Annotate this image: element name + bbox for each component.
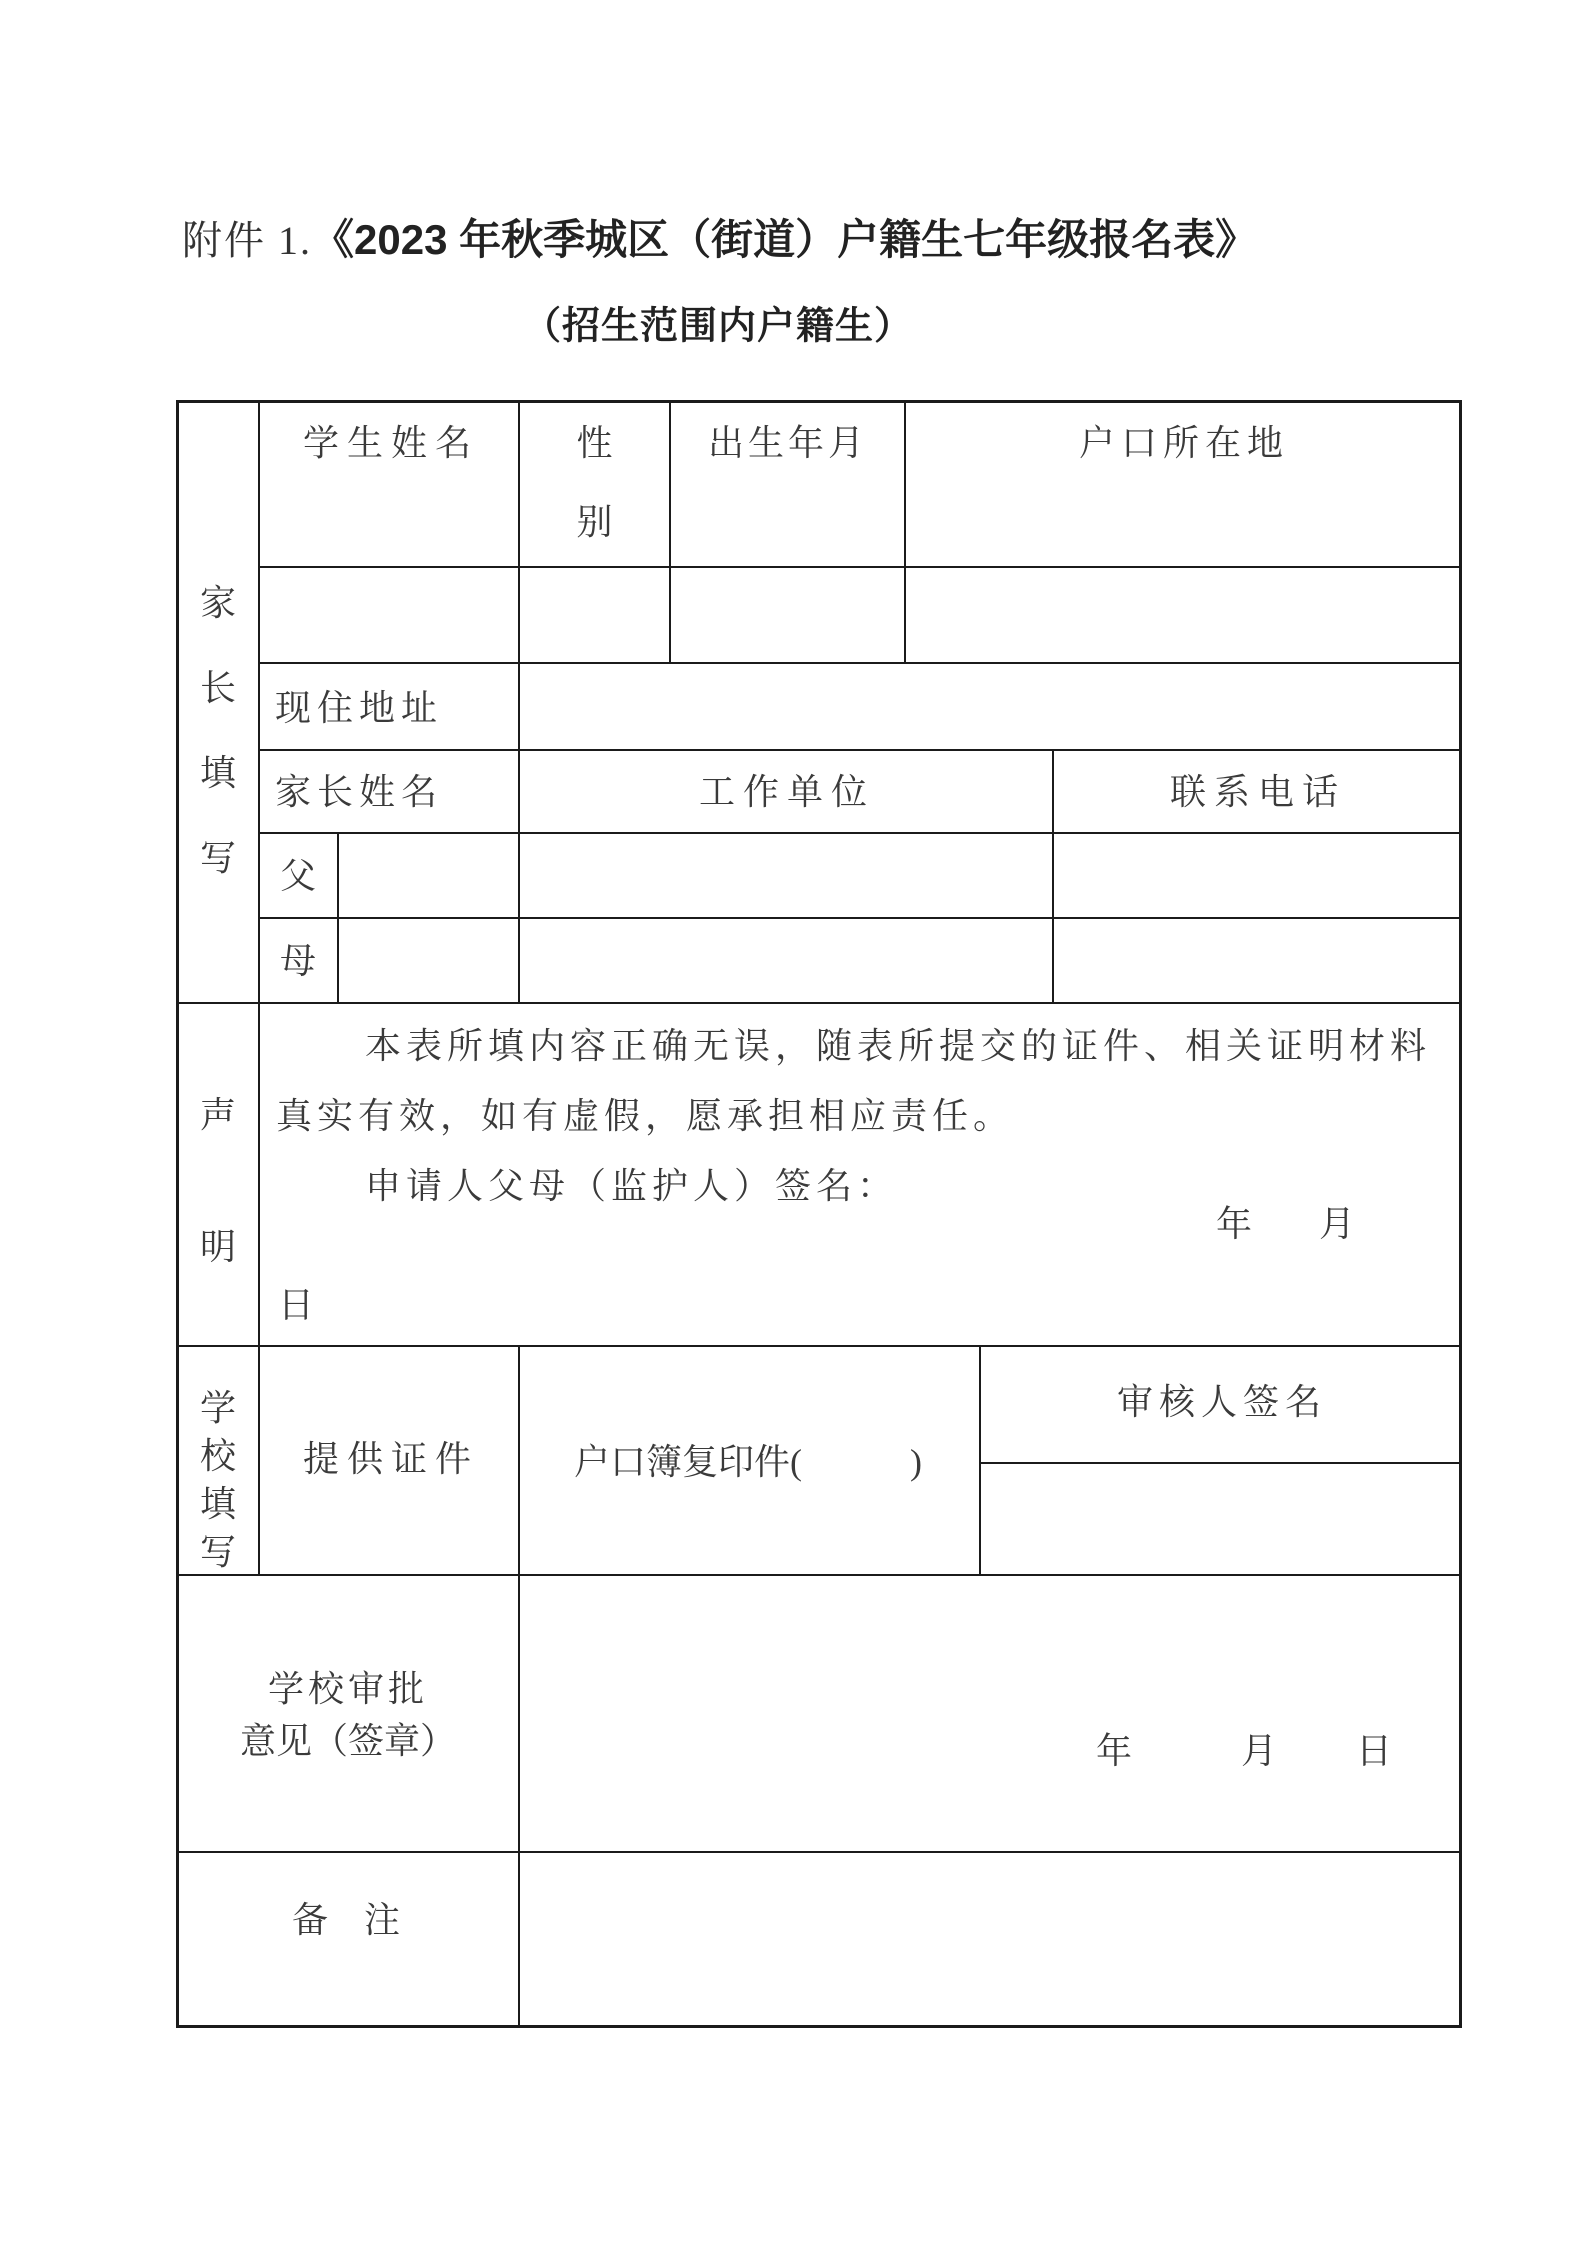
declaration-month: 月 [1318, 1204, 1356, 1244]
label-remarks: 备 注 [291, 1900, 401, 1940]
approval-month: 月 [1240, 1731, 1278, 1771]
table-border-bottom [176, 2025, 1462, 2028]
page-title [182, 207, 1257, 267]
attachment-label: 附件 1. [182, 218, 312, 263]
cell-approval-input[interactable] [520, 1576, 1459, 1851]
cell-student-name-input[interactable] [260, 568, 518, 662]
label-father: 父 [279, 856, 317, 896]
cell-gender-input[interactable] [520, 568, 669, 662]
label-reviewer-sign: 审核人签名 [1116, 1382, 1328, 1422]
cell-mother-name-input[interactable] [339, 919, 518, 1002]
header-gender: 性别 [576, 423, 613, 542]
approval-label-line1: 学校审批 [267, 1669, 429, 1709]
header-student-name: 学生姓名 [302, 423, 480, 463]
table-border-right [1459, 400, 1462, 2028]
side-label-school-fill: 学校填写 [199, 1388, 236, 1572]
title-text: 《2023 年秋季城区（街道）户籍生七年级报名表》 [312, 216, 1258, 263]
cell-address-input[interactable] [520, 664, 1459, 749]
cell-mother-work-input[interactable] [520, 919, 1052, 1002]
label-phone: 联系电话 [1169, 772, 1347, 812]
label-address: 现住地址 [275, 688, 444, 728]
cell-remarks-input[interactable] [520, 1853, 1459, 2025]
label-work-unit: 工作单位 [698, 772, 876, 812]
declaration-signature-area[interactable] [900, 1160, 1320, 1210]
cell-birth-date-input[interactable] [671, 568, 904, 662]
declaration-line3: 申请人父母（监护人）签名： [365, 1166, 899, 1206]
approval-label-line2: 意见（签章） [239, 1721, 457, 1761]
table-border-top [176, 400, 1462, 403]
side-label-declaration: 声明 [199, 1095, 236, 1267]
declaration-day: 日 [277, 1285, 315, 1325]
label-provide-docs: 提供证件 [302, 1439, 480, 1479]
row-divider-address [258, 749, 1462, 751]
row-divider-mother [176, 1002, 1462, 1004]
header-hukou-location: 户口所在地 [1078, 423, 1290, 463]
cell-reviewer-sign-input[interactable] [981, 1464, 1459, 1574]
page-subtitle: （招生范围内户籍生） [522, 305, 914, 348]
declaration-line1: 本表所填内容正确无误，随表所提交的证件、相关证明材料 [365, 1026, 1432, 1066]
label-hukou-copy: 户口簿复印件( ) [574, 1442, 922, 1482]
row-divider-declaration [176, 1345, 1462, 1347]
cell-mother-phone-input[interactable] [1054, 919, 1459, 1002]
side-label-parent-fill: 家长填写 [199, 583, 236, 878]
label-parent-name: 家长姓名 [275, 772, 444, 812]
declaration-year: 年 [1215, 1204, 1253, 1244]
cell-father-name-input[interactable] [339, 834, 518, 917]
declaration-line2: 真实有效，如有虚假，愿承担相应责任。 [276, 1096, 1015, 1136]
label-mother: 母 [279, 941, 317, 981]
table-border-left [176, 400, 179, 2028]
approval-day: 日 [1355, 1731, 1393, 1771]
header-birth-date: 出生年月 [707, 423, 869, 463]
cell-hukou-input[interactable] [906, 568, 1459, 662]
cell-father-work-input[interactable] [520, 834, 1052, 917]
cell-father-phone-input[interactable] [1054, 834, 1459, 917]
approval-year: 年 [1095, 1731, 1133, 1771]
